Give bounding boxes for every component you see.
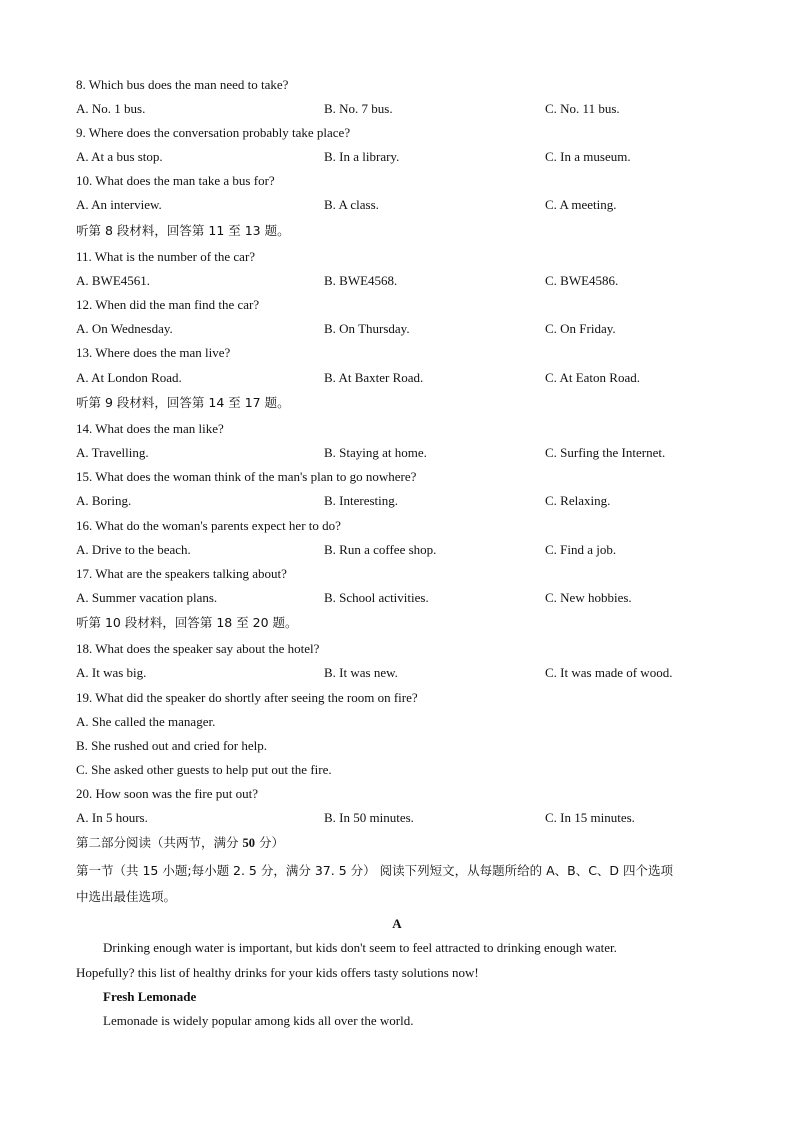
- question-18: 18. What does the speaker say about the hotel?: [76, 641, 320, 656]
- q16-option-c: C. Find a job.: [545, 542, 617, 557]
- section-note-part8: 听第 8 段材料，回答第 11 至 13 题。: [76, 223, 290, 238]
- q16-option-b: B. Run a coffee shop.: [324, 542, 437, 557]
- q9-option-a: A. At a bus stop.: [76, 149, 163, 164]
- question-11: 11. What is the number of the car?: [76, 249, 256, 264]
- q17-option-a: A. Summer vacation plans.: [76, 590, 218, 605]
- q11-option-a: A. BWE4561.: [76, 273, 151, 288]
- q8-option-c: C. No. 11 bus.: [545, 101, 620, 116]
- q15-option-c: C. Relaxing.: [545, 493, 611, 508]
- question-8: 8. Which bus does the man need to take?: [76, 77, 289, 92]
- q10-option-a: A. An interview.: [76, 197, 162, 212]
- section1-instructions-line2: 中选出最佳选项。: [76, 889, 177, 904]
- question-17: 17. What are the speakers talking about?: [76, 566, 287, 581]
- q12-option-a: A. On Wednesday.: [76, 321, 173, 336]
- q20-option-c: C. In 15 minutes.: [545, 810, 635, 825]
- q10-option-c: C. A meeting.: [545, 197, 617, 212]
- section-note-part9: 听第 9 段材料，回答第 14 至 17 题。: [76, 395, 290, 410]
- part2-heading: [76, 835, 284, 851]
- passage-para2: Lemonade is widely popular among kids all over the world.: [103, 1013, 414, 1028]
- question-15: 15. What does the woman think of the man's plan to go nowhere?: [76, 469, 417, 484]
- q8-option-b: B. No. 7 bus.: [324, 101, 393, 116]
- q16-option-a: A. Drive to the beach.: [76, 542, 191, 557]
- q13-option-b: B. At Baxter Road.: [324, 370, 424, 385]
- q19-option-c: C. She asked other guests to help put out the fire.: [76, 762, 332, 777]
- question-13: 13. Where does the man live?: [76, 345, 231, 360]
- q18-option-b: B. It was new.: [324, 665, 398, 680]
- q14-option-b: B. Staying at home.: [324, 445, 427, 460]
- q18-option-a: A. It was big.: [76, 665, 147, 680]
- q10-option-b: B. A class.: [324, 197, 379, 212]
- q12-option-b: B. On Thursday.: [324, 321, 410, 336]
- passage-label: A: [392, 916, 402, 931]
- section-note-part10: 听第 10 段材料，回答第 18 至 20 题。: [76, 615, 298, 630]
- q19-option-b: B. She rushed out and cried for help.: [76, 738, 267, 753]
- section1-instructions-line1: 第一节（共 15 小题;每小题 2. 5 分，满分 37. 5 分） 阅读下列短文，从每题所给的 A、B、C、D 四个选项: [76, 863, 674, 878]
- part2-heading-pre: 第二部分阅读（共两节，满分: [76, 835, 243, 850]
- passage-subheading: Fresh Lemonade: [103, 989, 197, 1004]
- q17-option-c: C. New hobbies.: [545, 590, 632, 605]
- question-9: 9. Where does the conversation probably take place?: [76, 125, 351, 140]
- passage-para1-line1: Drinking enough water is important, but kids don't seem to feel attracted to drinking enough water.: [103, 940, 617, 955]
- part2-heading-post: 分）: [254, 835, 284, 850]
- q12-option-c: C. On Friday.: [545, 321, 616, 336]
- question-19: 19. What did the speaker do shortly after seeing the room on fire?: [76, 690, 418, 705]
- question-14: 14. What does the man like?: [76, 421, 224, 436]
- question-16: 16. What do the woman's parents expect her to do?: [76, 518, 341, 533]
- q11-option-c: C. BWE4586.: [545, 273, 619, 288]
- q8-option-a: A. No. 1 bus.: [76, 101, 146, 116]
- q15-option-b: B. Interesting.: [324, 493, 399, 508]
- q20-option-a: A. In 5 hours.: [76, 810, 148, 825]
- q20-option-b: B. In 50 minutes.: [324, 810, 414, 825]
- q14-option-a: A. Travelling.: [76, 445, 149, 460]
- q13-option-a: A. At London Road.: [76, 370, 182, 385]
- passage-para1-line2: Hopefully? this list of healthy drinks for your kids offers tasty solutions now!: [76, 965, 479, 980]
- q9-option-b: B. In a library.: [324, 149, 400, 164]
- q17-option-b: B. School activities.: [324, 590, 429, 605]
- q14-option-c: C. Surfing the Internet.: [545, 445, 666, 460]
- question-20: 20. How soon was the fire put out?: [76, 786, 258, 801]
- q11-option-b: B. BWE4568.: [324, 273, 398, 288]
- q18-option-c: C. It was made of wood.: [545, 665, 673, 680]
- question-10: 10. What does the man take a bus for?: [76, 173, 275, 188]
- part2-heading-score: 50: [242, 836, 255, 850]
- q13-option-c: C. At Eaton Road.: [545, 370, 640, 385]
- q9-option-c: C. In a museum.: [545, 149, 631, 164]
- q19-option-a: A. She called the manager.: [76, 714, 216, 729]
- question-12: 12. When did the man find the car?: [76, 297, 260, 312]
- q15-option-a: A. Boring.: [76, 493, 132, 508]
